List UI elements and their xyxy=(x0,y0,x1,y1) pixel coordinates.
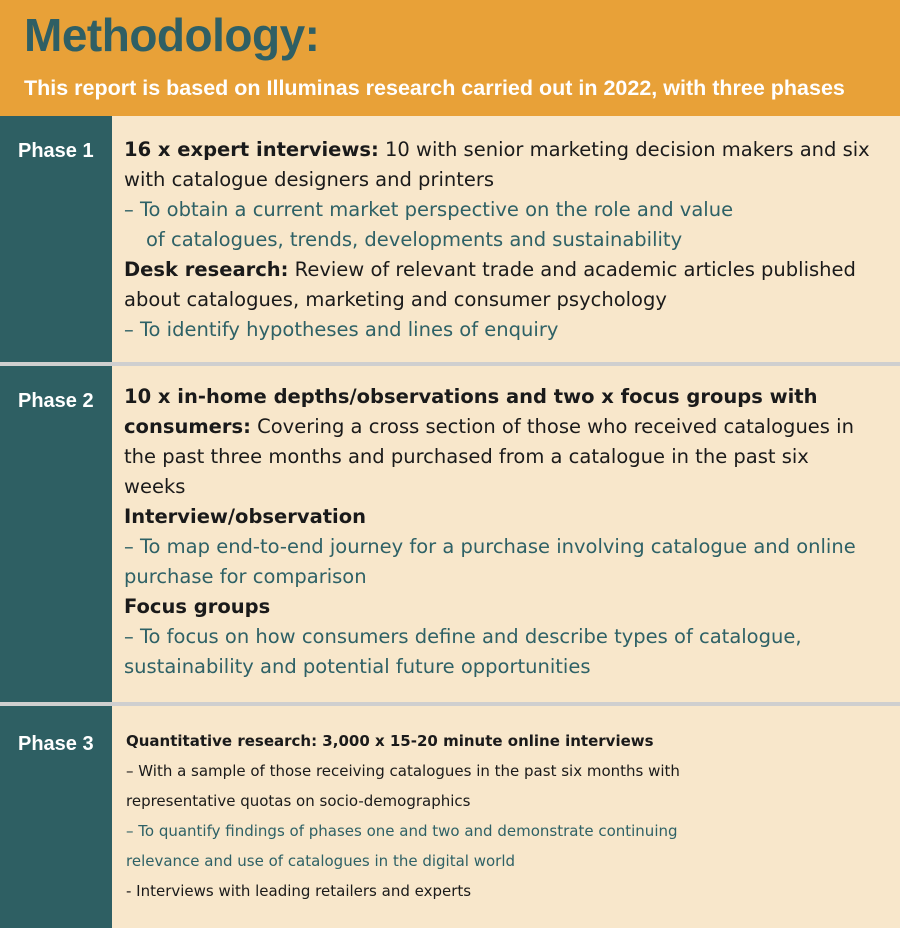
phase-label: Phase 2 xyxy=(18,390,94,412)
content-line: purchase for comparison xyxy=(124,565,367,588)
phase-label: Phase 1 xyxy=(18,140,94,162)
content-line: - Interviews with leading retailers and experts xyxy=(126,882,472,900)
content-line: – To map end-to-end journey for a purchase involving catalogue and online xyxy=(124,535,856,558)
phase-label-column xyxy=(0,366,112,702)
phase-content xyxy=(126,726,894,906)
phase-1-section xyxy=(0,116,900,362)
bold-text: Desk research: xyxy=(124,258,289,281)
phase-label: Phase 3 xyxy=(18,733,94,755)
content-line xyxy=(124,255,892,285)
content-line: about catalogues, marketing and consumer psychology xyxy=(124,288,667,311)
phase-3-section xyxy=(0,706,900,928)
phase-content xyxy=(124,382,892,682)
content-line: Interview/observation xyxy=(124,505,367,528)
content-line xyxy=(124,135,892,165)
content-line xyxy=(124,412,892,442)
content-line: weeks xyxy=(124,475,186,498)
content-line: Focus groups xyxy=(124,595,271,618)
phase-2-section xyxy=(0,366,900,702)
phase-label-column xyxy=(0,706,112,928)
phase-content xyxy=(124,135,892,345)
content-line: – To focus on how consumers define and describe types of catalogue, xyxy=(124,625,802,648)
body-text: 10 with senior marketing decision makers and six xyxy=(378,138,870,161)
content-line: sustainability and potential future opportunities xyxy=(124,655,591,678)
header-banner xyxy=(0,0,900,116)
content-line: – To quantify findings of phases one and two and demonstrate continuing xyxy=(126,822,678,840)
content-line: – To identify hypotheses and lines of enquiry xyxy=(124,318,559,341)
content-line: – To obtain a current market perspective on the role and value xyxy=(124,198,734,221)
content-line: Quantitative research: 3,000 x 15-20 minute online interviews xyxy=(126,732,654,750)
body-text: Covering a cross section of those who received catalogues in xyxy=(250,415,854,438)
phase-label-column xyxy=(0,116,112,362)
content-line: of catalogues, trends, developments and sustainability xyxy=(146,228,683,251)
content-line: 10 x in-home depths/observations and two x focus groups with xyxy=(124,385,818,408)
content-line: relevance and use of catalogues in the digital world xyxy=(126,852,516,870)
content-line: the past three months and purchased from a catalogue in the past six xyxy=(124,445,809,468)
page-subtitle: This report is based on Illuminas research carried out in 2022, with three phases xyxy=(24,76,845,100)
content-line: representative quotas on socio-demographics xyxy=(126,792,471,810)
content-line: – With a sample of those receiving catalogues in the past six months with xyxy=(126,762,680,780)
page-title: Methodology: xyxy=(24,9,320,61)
bold-text: 16 x expert interviews: xyxy=(124,138,379,161)
content-line: with catalogue designers and printers xyxy=(124,168,495,191)
bold-text: consumers: xyxy=(124,415,251,438)
body-text: Review of relevant trade and academic articles published xyxy=(288,258,856,281)
